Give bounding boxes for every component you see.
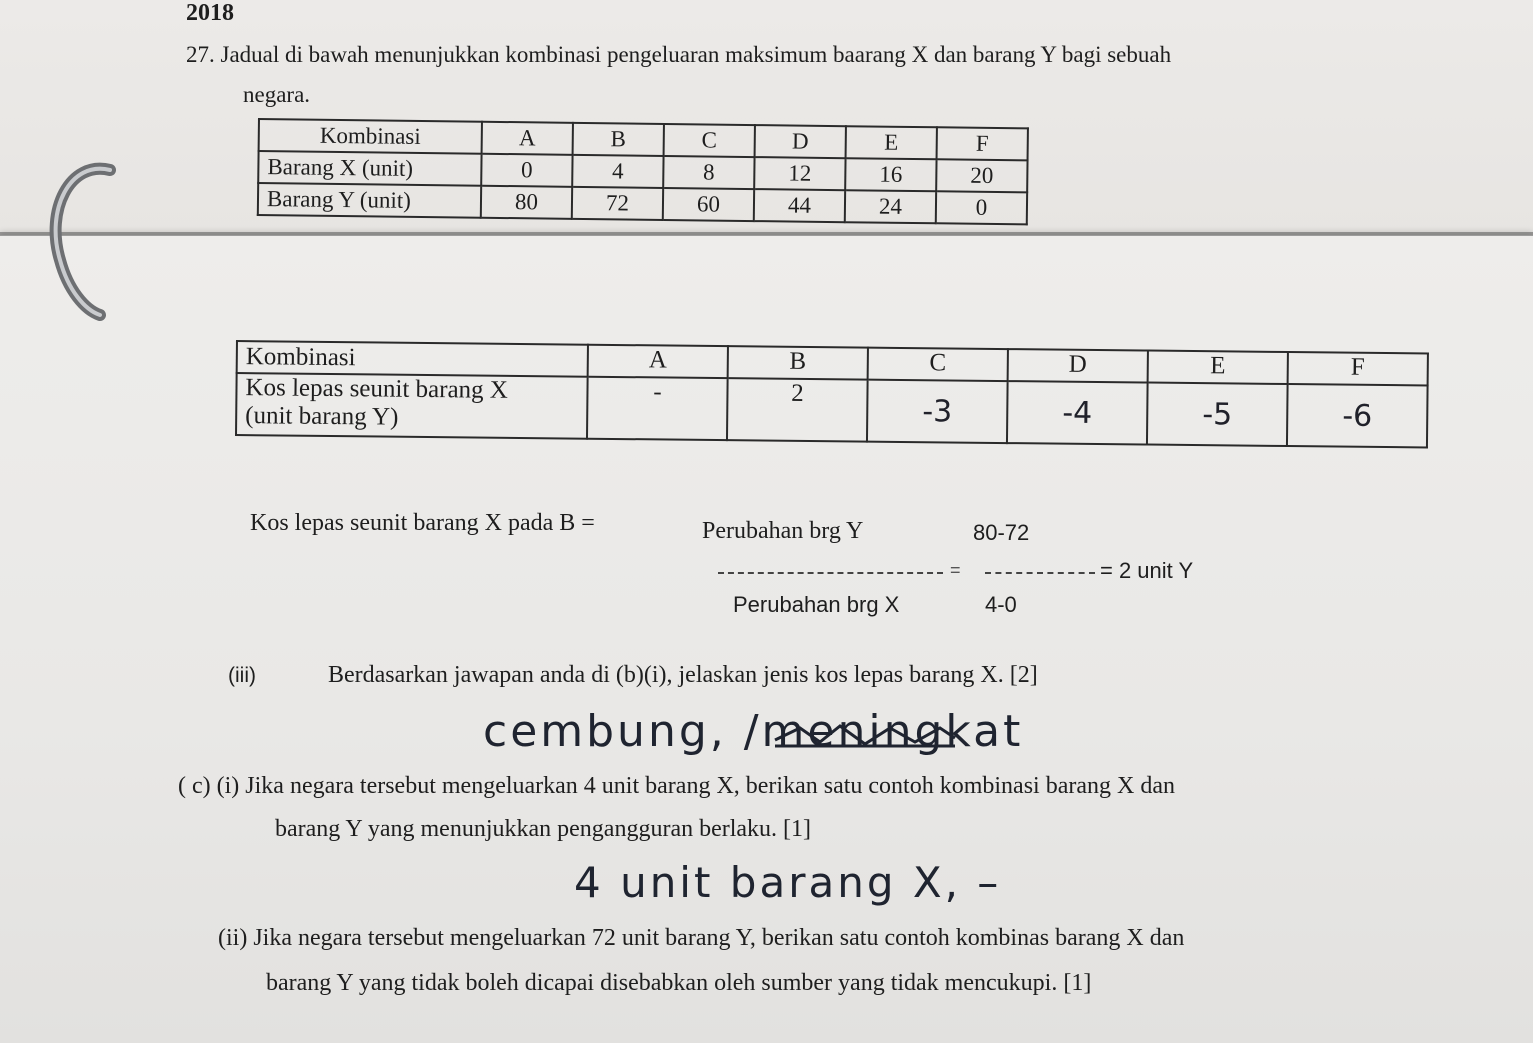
calc-result: = 2 unit Y: [1100, 558, 1194, 583]
table-header-cell: D: [755, 125, 846, 158]
table-cell: 12: [754, 157, 845, 190]
row-label: Barang X (unit): [258, 151, 481, 186]
handwritten-cell: -6: [1287, 384, 1428, 447]
table-cell: 20: [936, 159, 1027, 192]
question-text: Berdasarkan jawapan anda di (b)(i), jelaskan jenis kos lepas barang X. [2]: [327, 662, 1038, 688]
table-row: [236, 373, 1428, 447]
question-27-line1: 27. Jadual di bawah menunjukkan kombinasi pengeluaran maksimum baarang X dan barang Y bagi sebuah: [186, 42, 1172, 67]
question-iii: [228, 662, 1038, 689]
table-header-cell: F: [937, 127, 1028, 160]
row-label: [236, 373, 588, 439]
calc-numerator-text: Perubahan brg Y: [702, 518, 864, 544]
handwritten-cell: -5: [1147, 383, 1288, 446]
table-header-cell: Kombinasi: [237, 341, 588, 377]
table-cell: 0: [481, 154, 572, 187]
question-c-i-line1: ( c) (i) Jika negara tersebut mengeluarkan 4 unit barang X, berikan satu contoh kombinasi barang X dan: [178, 773, 1175, 799]
table-cell: 16: [845, 158, 936, 191]
table-header-cell: C: [664, 124, 755, 157]
question-c-ii-line1: (ii) Jika negara tersebut mengeluarkan 72 unit barang Y, berikan satu contoh kombinas barang X dan: [218, 925, 1185, 951]
table-header-cell: A: [588, 345, 728, 378]
table-header-cell: A: [482, 122, 573, 155]
fraction-line: [985, 572, 1095, 574]
page-edge: [0, 232, 1533, 236]
handwritten-cell: -4: [1007, 381, 1148, 444]
table-header-cell: B: [728, 346, 868, 379]
question-c-i-line2: barang Y yang menunjukkan pengangguran berlaku. [1]: [275, 816, 812, 842]
table-cell: 60: [663, 188, 754, 221]
row-label: Barang Y (unit): [258, 183, 481, 218]
opportunity-cost-table: [235, 340, 1429, 448]
question-c-ii-line2: barang Y yang tidak boleh dicapai disebabkan oleh sumber yang tidak mencukupi. [1]: [266, 970, 1092, 996]
calc-denominator-value: 4-0: [985, 592, 1017, 617]
year-label: 2018: [186, 0, 234, 26]
row-label-line1: Kos lepas seunit barang X: [245, 374, 509, 404]
question-number: (iii): [228, 664, 256, 687]
fraction-line: [718, 572, 943, 574]
table-cell: 2: [727, 378, 868, 441]
table-cell: -: [587, 377, 728, 440]
table-header-cell: Kombinasi: [259, 119, 482, 154]
handwritten-answer-iii: cembung, /meningkat: [483, 706, 1024, 757]
handwritten-answer-c-i: 4 unit barang X, –: [574, 858, 1002, 907]
table-header-cell: B: [573, 123, 664, 156]
table-cell: 80: [481, 186, 572, 219]
table-header-cell: E: [1148, 351, 1288, 384]
table-cell: 44: [754, 189, 845, 222]
table-header-cell: E: [846, 126, 937, 159]
calc-label: Kos lepas seunit barang X pada B =: [250, 510, 595, 536]
calc-numerator-value: 80-72: [973, 520, 1030, 545]
table-cell: 0: [936, 191, 1027, 224]
binder-ring-icon: [40, 150, 130, 330]
table-cell: 72: [572, 187, 663, 220]
handwritten-cell: -3: [867, 380, 1008, 443]
table-cell: 8: [663, 156, 754, 189]
scribble-icon: [770, 720, 960, 750]
equals-sign: =: [950, 560, 961, 580]
calc-denominator-text: Perubahan brg X: [733, 592, 900, 617]
question-27-line2: negara.: [243, 82, 311, 107]
table-header-cell: F: [1288, 352, 1428, 385]
table-cell: 4: [572, 155, 663, 188]
table-header-cell: D: [1008, 349, 1148, 382]
table-header-cell: C: [868, 348, 1008, 381]
row-label-line2: (unit barang Y): [245, 402, 399, 431]
production-table: [257, 118, 1029, 225]
table-cell: 24: [845, 190, 936, 223]
